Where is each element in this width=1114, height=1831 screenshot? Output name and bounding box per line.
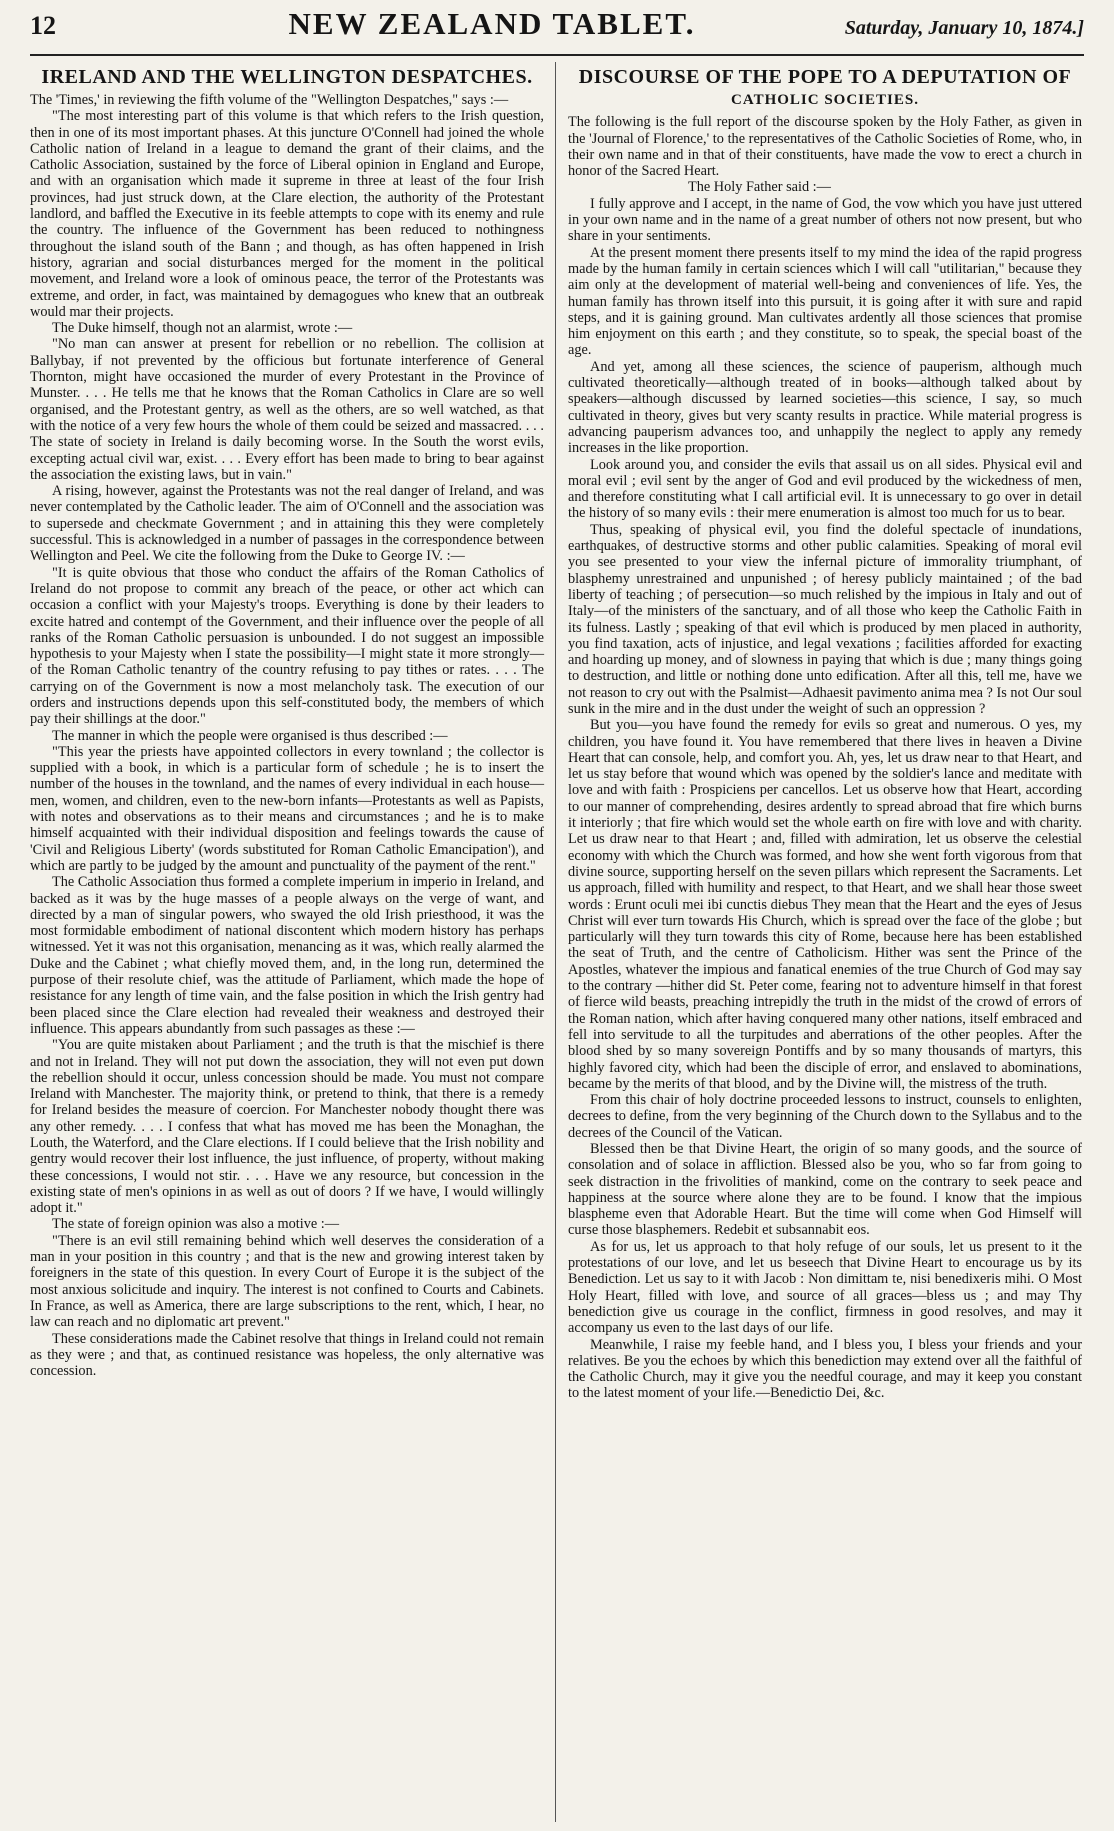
masthead	[30, 6, 1084, 56]
article-heading: DISCOURSE OF THE POPE TO A DEPUTATION OF	[578, 66, 1072, 88]
paragraph: The following is the full report of the discourse spoken by the Holy Father, as given in the 'Journal of Florence,' to the representatives of the Catholic Societies of Rome, who, in their own name and in that of their constituents, have made the vow to erect a church in honor of the Sacred Heart.	[568, 114, 1082, 180]
paragraph: The Catholic Association thus formed a complete imperium in imperio in Ireland, and backed as it was by the huge masses of a people always on the verge of want, and directed by a man of singular powers, who swayed the old Irish priesthood, it was the most formidable embodiment of national discontent which modern history has perhaps witnessed. Yet it was not this organisation, menancing as it was, which really alarmed the Duke and the Cabinet ; what chiefly moved them, and, in the long run, determined the purpose of their resolute chief, was the attitude of Parliament, which made the hope of resistance for any length of time vain, and the false position in which the Irish gentry had been placed since the Clare election had revealed their weakness and destroyed their influence. This appears abundantly from such passages as these :—	[30, 874, 544, 1037]
paragraph: The state of foreign opinion was also a motive :—	[52, 1216, 340, 1233]
paragraph: And yet, among all these sciences, the science of pauperism, although much cultivated theoretically—although treated of in books—although talked about by speakers—although discussed by learned societies—this science, I say, so much cultivated in theory, gives but very scanty results in practice. While material progress is advancing pauperism advances too, and unhappily the neglect to apply any remedy increases in the like proportion.	[568, 358, 1082, 457]
paragraph: "There is an evil still remaining behind which well deserves the consideration of a man in your position in this country ; and that is the new and growing interest taken by foreigners in the state of this question. In every Court of Europe it is the subject of the most anxious solicitude and inquiry. The interest is not confined to Courts and Cabinets. In France, as well as America, there are large subscriptions to the rent, which, I hear, no law can reach and no diplomatic art prevent."	[30, 1232, 544, 1331]
paragraph: The 'Times,' in reviewing the fifth volume of the "Wellington Despatches," says :—	[30, 92, 509, 108]
paragraph: The manner in which the people were organised is thus described :—	[52, 727, 448, 744]
paragraph: From this chair of holy doctrine proceeded lessons to instruct, counsels to enlighten, decrees to define, from the very beginning of the Church down to the Syllabus and to the decrees of the Council of the Vatican.	[568, 1092, 1082, 1141]
paragraph: These considerations made the Cabinet resolve that things in Ireland could not remain as they were ; and that, as continued resistance was hopeless, the only alternative was concession.	[30, 1330, 544, 1380]
paragraph: But you—you have found the remedy for evils so great and numerous. O yes, my children, you have found it. You have remembered that there lives in heaven a Divine Heart that can console, help, and comfort you. Ah, yes, let us draw near to that Heart, and let us stay before that wound which was opened by the soldier's lance and meditate with love and with faith : Prospiciens per cancellos. Let us observe how that Heart, according to our manner of comprehending, desires ardently to spread abroad that fire which burns it interiorly ; that fire which would set the whole earth on fire with love and with charity. Let us draw near to that Heart ; and, filled with admiration, let us observe the celestial economy with which the Church was formed, and how she went forth vigorous from that divine source, supporting herself on the seven pillars which represent the Sacraments. Let us approach, filled with humility and respect, to that Heart, and we shall hear those sweet words : Erunt oculi mei ibi cunctis diebus They mean that the Heart and the eyes of Jesus Christ will ever turn towards His Church, which is spread over the face of the globe ; but particularly will they turn towards this city of Rome, because here has been established the seat of Truth, and the centre of Catholicism. Hither was sent the Prince of the Apostles, whatever the impious and fanatical enemies of the true Church of God may say to the contrary —hither did St. Peter come, fearing not to adventure himself in that forest of fierce wild beasts, preaching intrepidly the truth in the midst of the crowd of errors of the Roman nation, which after having conquered many other nations, itself embraced and fell into servitude to all the turpitudes and aberrations of the other peoples. After the blood shed by so many sovereign Pontiffs and by so many thousands of martyrs, this highly favored city, which had been the disciple of error, and enslaved to abominations, became by the merits of that blood, and by the Divine will, the mistress of the truth.	[568, 717, 1082, 1092]
paragraph: Look around you, and consider the evils that assail us on all sides. Physical evil and moral evil ; evil sent by the anger of God and evil produced by the wickedness of men, and therefore constituting what I call artificial evil. It is unnecessary to go over in detail the history of so many evils : their mere enumeration is almost too much for us to bear.	[568, 456, 1082, 522]
paragraph: At the present moment there presents itself to my mind the idea of the rapid progress made by the human family in certain sciences which I will call "utilitarian," because they aim only at the development of material well-being and conveniences of life. Yes, the human family has thrown itself into this pursuit, it is going after it with sure and rapid steps, and it is gaining ground. Man cultivates ardently all those sciences that promise him enjoyment on this earth ; and they constitute, so to speak, the special boast of the age.	[568, 244, 1082, 359]
paragraph: "You are quite mistaken about Parliament ; and the truth is that the mischief is there and not in Ireland. They will not put down the association, they will not even put down the rebellion should it occur, unless concession should be made. You must not compare Ireland with Manchester. The majority think, or pretend to think, that there is a remedy for Ireland besides the measure of coercion. For Manchester nobody thought there was any other remedy. . . . I confess that what has moved me has been the Monaghan, the Louth, the Waterford, and the Clare elections. If I could believe that the Irish nobility and gentry would recover their lost influence, the just influence, of property, without making these concessions, I would not stir. . . . Have we any resource, but concession in the existing state of men's opinions in as well as out of doors ? If we have, I would willingly adopt it."	[30, 1037, 544, 1217]
paragraph: As for us, let us approach to that holy refuge of our souls, let us present to it the protestations of our love, and let us beseech that Divine Heart to encourage us by its Benediction. Let us say to it with Jacob : Non dimittam te, nisi benedixeris mihi. O Most Holy Heart, filled with love, and source of all graces—bless us ; and may Thy benediction give us courage in the conflict, firmness in good resolves, and may it accompany us even to the last days of our life.	[568, 1238, 1082, 1337]
article-columns	[30, 62, 1084, 1822]
paragraph: Meanwhile, I raise my feeble hand, and I bless you, I bless your friends and your relatives. Be you the echoes by which this benediction may extend over all the faithful of the Catholic Church, may it give you the needful courage, and may it keep you constant to the latest moment of your life.—Benedictio Dei, &c.	[568, 1336, 1082, 1402]
paragraph: Blessed then be that Divine Heart, the origin of so many goods, and the source of consolation and of solace in affliction. Blessed also be you, who so far from going to seek distraction in the frivolities of mankind, come on the contrary to seek peace and happiness at the source where alone they are to be found. I know that the impious blaspheme even that Adorable Heart. But the time will come when God Himself will curse those blasphemers. Redebit et subsannabit eos.	[568, 1141, 1082, 1239]
paragraph: The Duke himself, though not an alarmist, wrote :—	[52, 320, 353, 337]
paragraph: I fully approve and I accept, in the name of God, the vow which you have just uttered in your own name and in the name of a great number of others not now present, but who share in your sentiments.	[568, 195, 1082, 245]
paragraph: "It is quite obvious that those who conduct the affairs of the Roman Catholics of Ireland do not propose to commit any breach of the peace, or other act which can occasion a conflict with your Majesty's troops. Everything is done by their leaders to excite hatred and contempt of the Government, and their influence over the people of all ranks of the Roman Catholic persuasion is unbounded. I do not suggest an impossible hypothesis to your Majesty when I state the possibility—I might state it more strongly—of the Roman Catholic tenantry of the country refusing to pay tithes or rates. . . . The carrying on of the Government is now a most melancholy task. The execution of our orders and instructions depends upon this self-constituted body, the members of which pay their shillings at the door."	[30, 564, 544, 728]
left-column	[30, 62, 556, 1822]
page-number: 12	[30, 11, 56, 40]
paragraph: "This year the priests have appointed collectors in every townland ; the collector is supplied with a book, in which is a particular form of schedule ; he is to insert the number of the houses in the townland, and the names of every individual in each house—men, women, and children, even to the new-born infants—Protestants as well as Papists, with notes and observations as to their means and circumstances ; and he is to make himself acquainted with their individual disposition and feelings towards the cause of 'Civil and Religious Liberty' (words substituted for Roman Catholic Emancipation'), and which are partly to be judged by the amount and punctuality of the payment of the rent."	[30, 743, 544, 874]
paragraph: Thus, speaking of physical evil, you find the doleful spectacle of inundations, earthquakes, of destructive storms and other public calamities. Speaking of moral evil you see presented to your view the infernal picture of immorality triumphant, of blasphemy unrestrained and unpunished ; of heresy publicly maintained ; of the bad liberty of teaching ; of persecution—so much relished by the impious in Italy and out of Italy—of the ministers of the sanctuary, and of all those who keep the Catholic Faith in its fulness. Lastly ; speaking of that evil which is produced by men placed in authority, you find taxation, acts of injustice, and legal vexations ; facilities afforded for exacting and hoarding up money, and of slowness in paying that which is due ; many things going to destruction, and little or nothing done unto edification. After all this, tell me, have we not reason to cry out with the Psalmist—Adhaesit pavimento anima mea ? Is not Our soul sunk in the mire and in the dust under the weight of such an oppression ?	[568, 521, 1082, 717]
paragraph: The Holy Father said :—	[688, 179, 831, 196]
newspaper-title: NEW ZEALAND TABLET.	[288, 6, 696, 41]
article-subheading: CATHOLIC SOCIETIES.	[731, 92, 919, 108]
right-column	[556, 62, 1082, 1822]
paragraph: "The most interesting part of this volume is that which refers to the Irish question, then in one of its most important phases. At this juncture O'Connell had joined the whole Catholic nation of Ireland in a league to demand the grant of their claims, and the Catholic Association, sustained by the force of Liberal opinion in England and Europe, and with an organisation which made it supreme in three at least of the four Irish provinces, had just struck down, at the Clare election, the authority of the Protestant landlord, and baffled the Executive in its feeble attempts to cope with its enemy and rule the country. The influence of the Government has been reduced to nothingness throughout the island south of the Bann ; and though, as has often happened in Irish history, agrarian and social disturbances merged for the moment in the political movement, and Ireland wore a look of ominous peace, the terror of the Protestants was extreme, and order, in fact, was maintained by demagogues who knew that an outbreak would mar their projects.	[30, 108, 544, 320]
paragraph: "No man can answer at present for rebellion or no rebellion. The collision at Ballybay, if not prevented by the officious but fortunate interference of General Thornton, might have occasioned the murder of every Protestant in the Province of Munster. . . . He tells me that he knows that the Roman Catholics in Clare are so well organised, and the Protestant gentry, as well as the others, are so well watched, as that with the notice of a very few hours the whole of them could be seized and massacred. . . . The state of society in Ireland is daily becoming worse. In the South the worst evils, excepting actual civil war, exist. . . . Every effort has been made to bring to bear against the association the existing laws, but in vain."	[30, 336, 544, 483]
article-heading: IRELAND AND THE WELLINGTON DESPATCHES.	[41, 66, 533, 88]
issue-date: Saturday, January 10, 1874.]	[844, 17, 1084, 39]
paragraph: A rising, however, against the Protestants was not the real danger of Ireland, and was never contemplated by the Catholic leader. The aim of O'Connell and the association was to supersede and checkmate Government ; and in attaining this they were completely successful. This is acknowledged in a number of passages in the correspondence between Wellington and Peel. We cite the following from the Duke to George IV. :—	[30, 483, 544, 565]
